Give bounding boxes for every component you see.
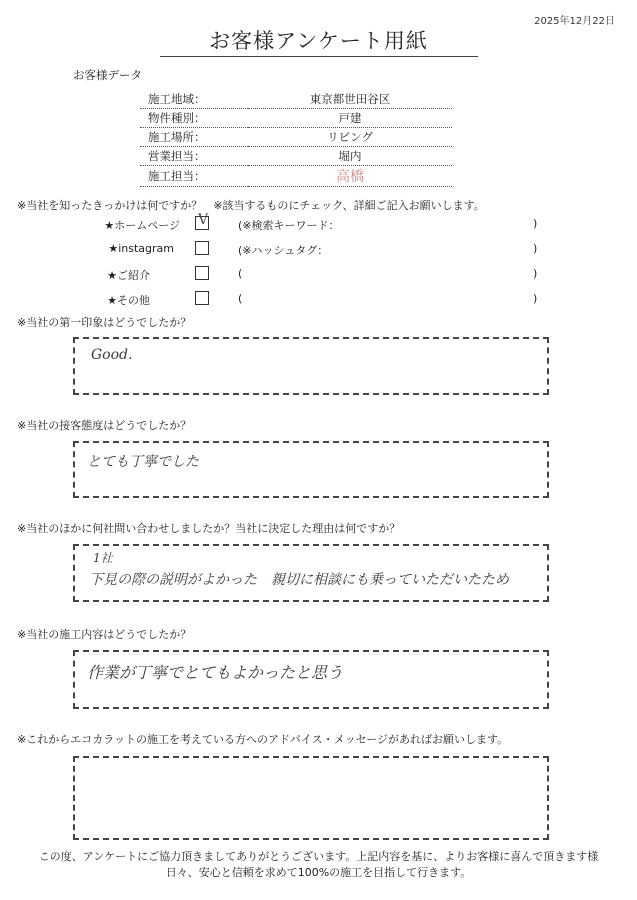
option-label: ★instagram: [108, 242, 174, 255]
answer-box-other-companies[interactable]: [73, 544, 549, 602]
page-title: お客様アンケート用紙: [209, 29, 428, 53]
option-label: ★ご紹介: [107, 269, 150, 282]
checkbox-instagram[interactable]: [195, 241, 209, 255]
handwritten-answer: Good.: [91, 347, 133, 363]
survey-date: 2025年12月22日: [534, 16, 615, 27]
info-row-property: [140, 109, 452, 128]
checkmark: V: [198, 212, 209, 228]
detail-close: ): [533, 242, 538, 255]
info-label: 施工地域：: [140, 90, 248, 109]
handwritten-answer: 作業が丁寧でとてもよかったと思う: [87, 663, 344, 682]
info-value: 戸建: [248, 109, 452, 128]
detail-close: ): [533, 267, 538, 280]
info-row-installer: [140, 166, 452, 187]
info-value: リビング: [248, 128, 452, 147]
info-label: 施工担当：: [140, 166, 248, 187]
answer-box-customer-service[interactable]: [73, 441, 549, 498]
checkbox-referral[interactable]: [195, 266, 209, 280]
customer-data-heading: お客様データ: [73, 68, 142, 82]
question-other-companies: ※当社のほかに何社問い合わせしましたか？当社に決定した理由は何ですか？: [17, 522, 401, 535]
info-row-sales: [140, 147, 452, 166]
info-value: 堀内: [248, 147, 452, 166]
option-label: ★ホームページ: [104, 219, 180, 232]
info-label: 営業担当：: [140, 147, 248, 166]
handwritten-answer: とても丁寧でした: [87, 454, 199, 470]
question-customer-service: ※当社の接客態度はどうでしたか？: [17, 419, 192, 432]
info-label: 施工場所：: [140, 128, 248, 147]
option-label: ★その他: [107, 294, 150, 307]
answer-box-first-impression[interactable]: [73, 337, 549, 395]
question-first-impression: ※当社の第一印象はどうでしたか？: [17, 316, 192, 329]
title-underline: [160, 56, 478, 57]
detail-close: ): [533, 217, 538, 230]
detail-label: (※ハッシュタグ：: [238, 244, 329, 257]
info-label: 物件種別：: [140, 109, 248, 128]
footer-thanks-line2: 日々、安心と信頼を求めて100%の施工を目指して行きます。: [165, 866, 472, 879]
handwritten-answer-line2: 下見の際の説明がよかった 親切に相談にも乗っていただいたため: [89, 572, 509, 588]
question-work-quality: ※当社の施工内容はどうでしたか？: [17, 628, 192, 641]
detail-close: ): [533, 292, 538, 305]
answer-box-advice-message[interactable]: [73, 756, 549, 840]
info-value: 東京都世田谷区: [248, 90, 452, 109]
info-value-handwritten: 高橋: [248, 166, 452, 187]
detail-label: (: [238, 267, 243, 280]
info-row-location: [140, 128, 452, 147]
footer-thanks-line1: この度、アンケートにご協力頂きましてありがとうございます。上記内容を基に、よりお客様に喜んで頂きます様: [38, 850, 599, 863]
question-how-found: ※当社を知ったきっかけは何ですか？ ※該当するものにチェック、詳細ご記入お願いします。: [17, 199, 485, 212]
info-row-area: [140, 90, 452, 109]
detail-label: (※検索キーワード：: [238, 219, 340, 232]
handwritten-answer-line1: 1社: [93, 551, 113, 565]
answer-box-work-quality[interactable]: [73, 650, 549, 709]
detail-label: (: [238, 292, 243, 305]
customer-info-table: [140, 90, 452, 187]
checkbox-other[interactable]: [195, 291, 209, 305]
question-advice-message: ※これからエコカラットの施工を考えている方へのアドバイス・メッセージがあればお願いします。: [17, 733, 509, 746]
